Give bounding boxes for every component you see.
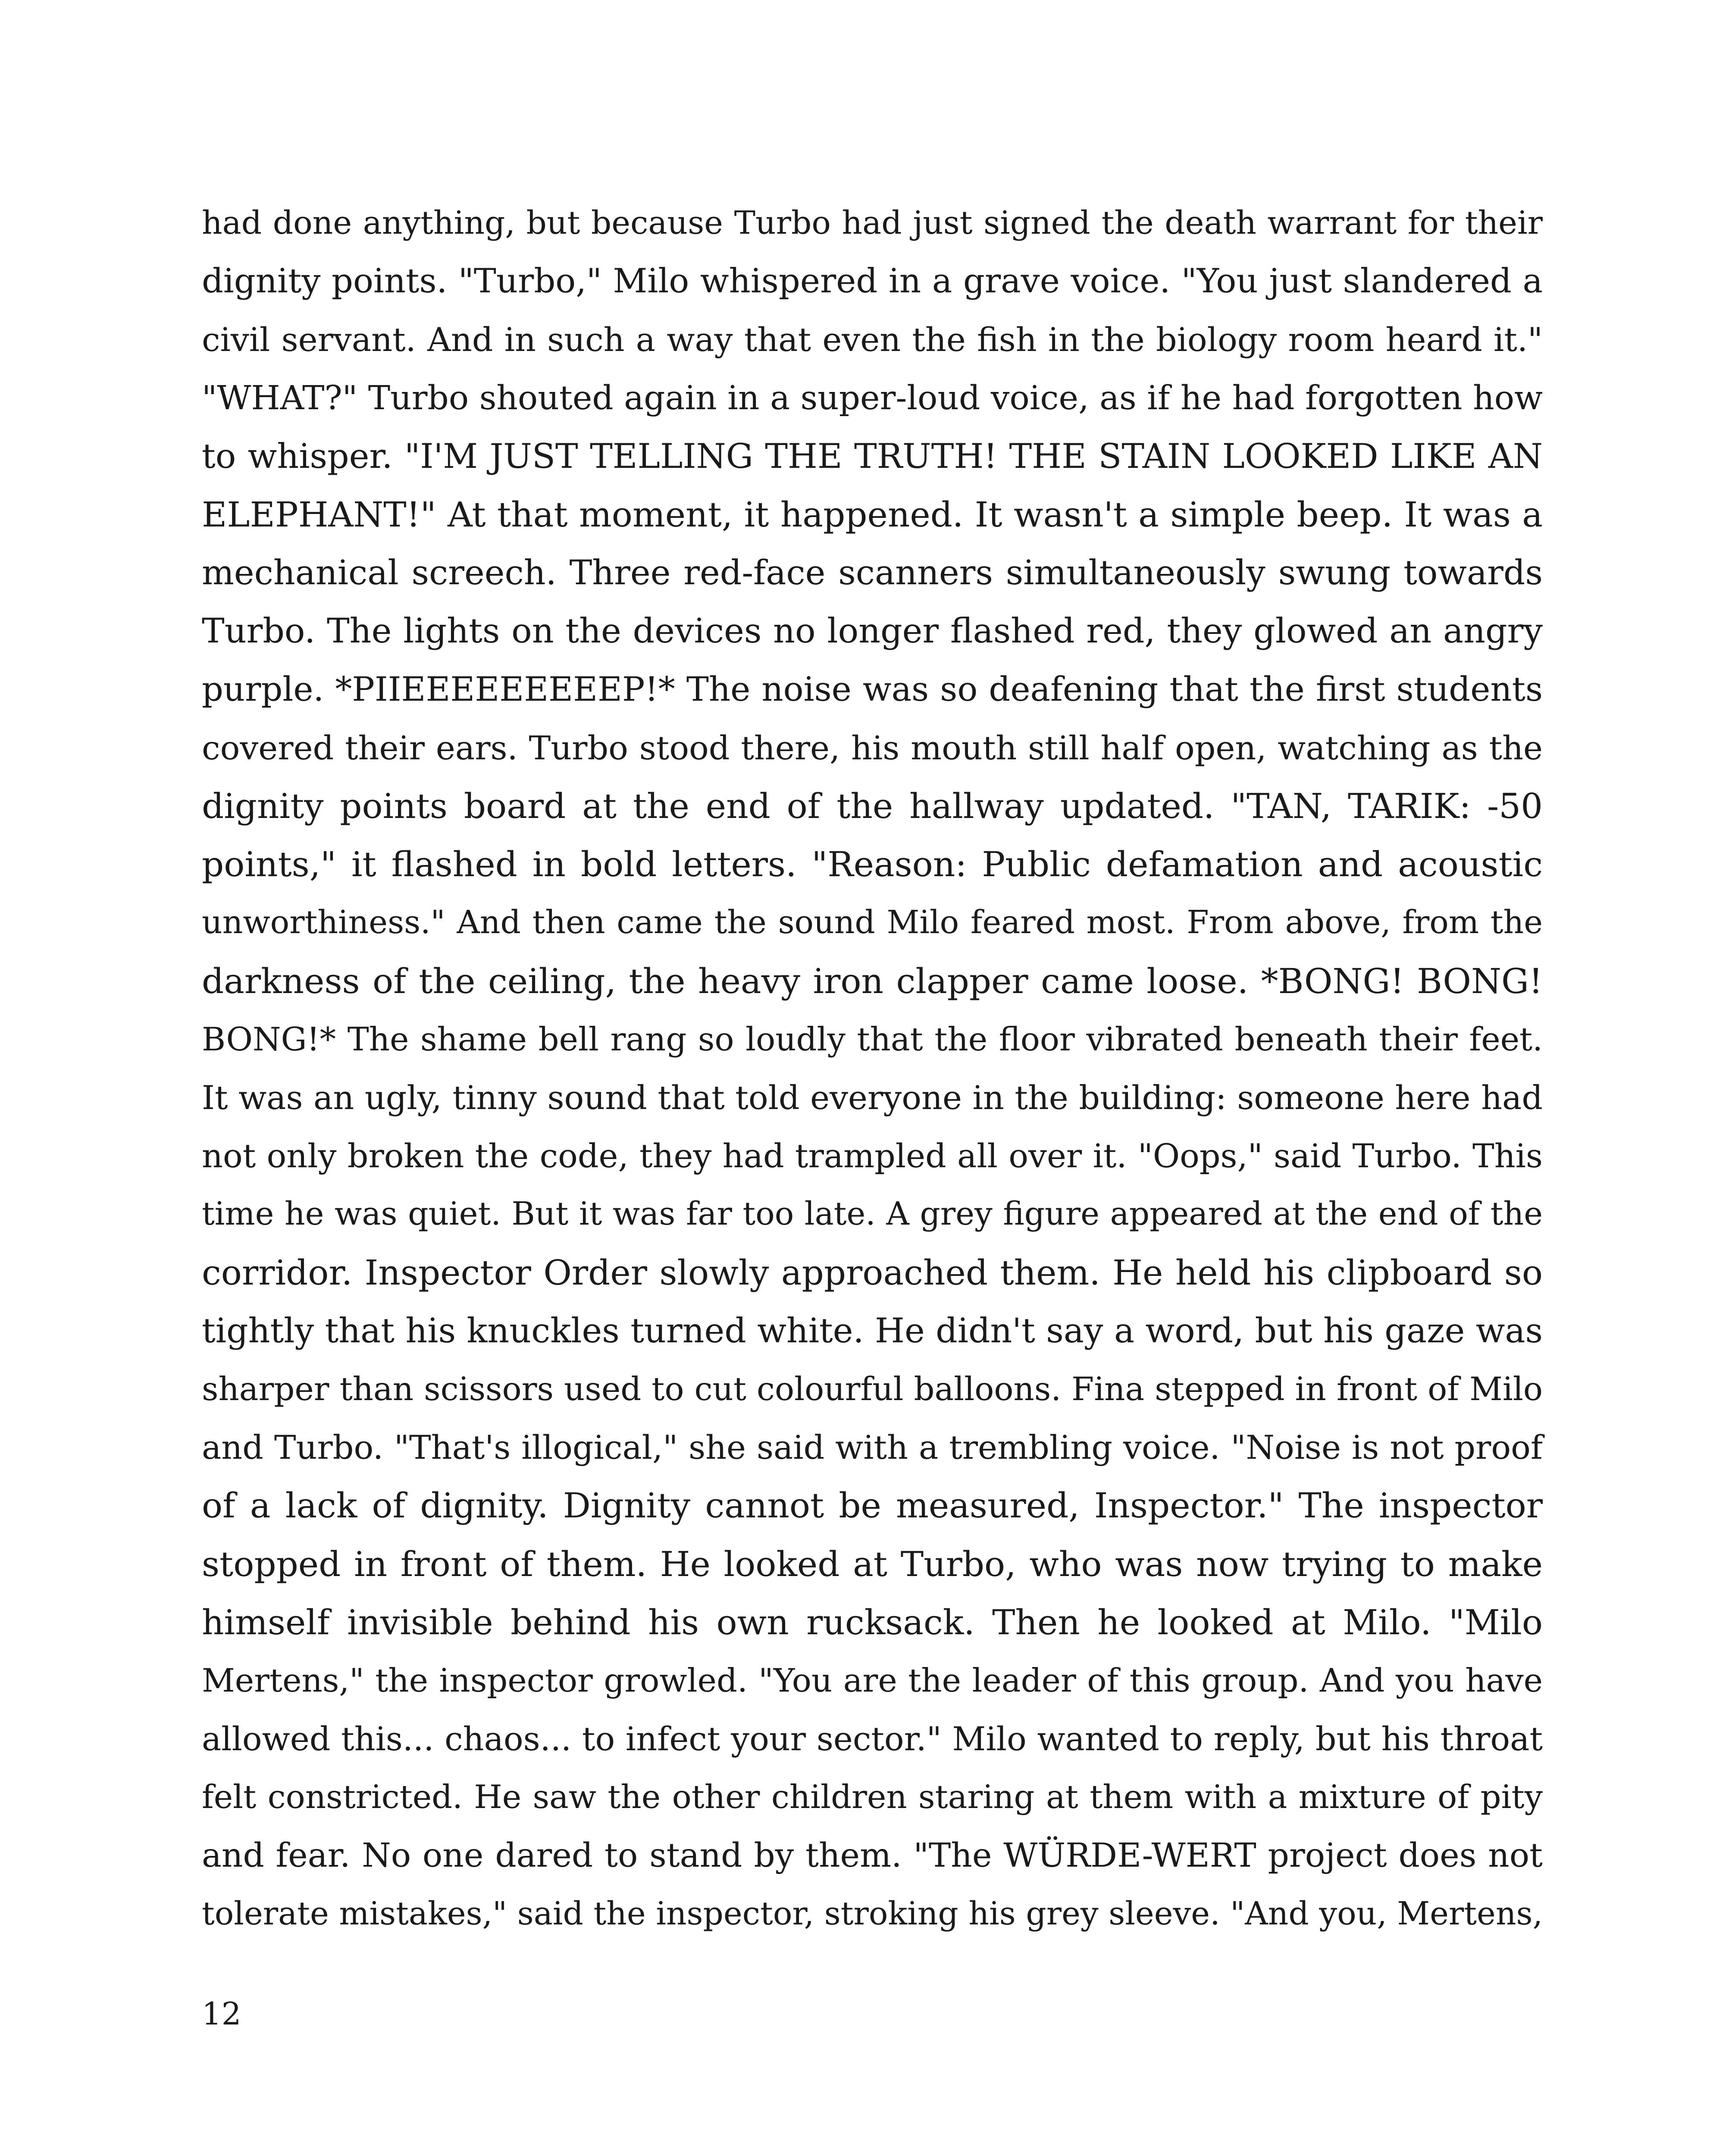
text-line: BONG!* The shame bell rang so loudly that the floor vibrated beneath their feet. bbox=[202, 1020, 1543, 1058]
text-line: dignity points board at the end of the hallway updated. "TAN, TARIK: -50 bbox=[202, 786, 1543, 827]
text-line: dignity points. "Turbo," Milo whispered in a grave voice. "You just slandered a bbox=[202, 262, 1543, 301]
text-line: corridor. Inspector Order slowly approached them. He held his clipboard so bbox=[202, 1252, 1543, 1293]
text-line: not only broken the code, they had trampled all over it. "Oops," said Turbo. This bbox=[202, 1137, 1543, 1175]
text-line: covered their ears. Turbo stood there, his mouth still half open, watching as the bbox=[202, 728, 1543, 767]
text-line: It was an ugly, tinny sound that told everyone in the building: someone here had bbox=[202, 1078, 1543, 1117]
text-line: darkness of the ceiling, the heavy iron clapper came loose. *BONG! BONG! bbox=[202, 961, 1543, 1001]
text-line: of a lack of dignity. Dignity cannot be measured, Inspector." The inspector bbox=[202, 1485, 1543, 1526]
text-line: stopped in front of them. He looked at Turbo, who was now trying to make bbox=[202, 1544, 1543, 1584]
text-line: civil servant. And in such a way that even the fish in the biology room heard it." bbox=[202, 320, 1543, 359]
text-line: allowed this... chaos... to infect your sector." Milo wanted to reply, but his throat bbox=[202, 1720, 1543, 1758]
text-line: and Turbo. "That's illogical," she said with a trembling voice. "Noise is not proof bbox=[202, 1428, 1543, 1467]
text-line: sharper than scissors used to cut colourful balloons. Fina stepped in front of Milo bbox=[202, 1370, 1543, 1408]
text-line: felt constricted. He saw the other children staring at them with a mixture of pity bbox=[202, 1778, 1543, 1816]
body-text bbox=[202, 194, 1543, 1943]
text-line: tightly that his knuckles turned white. He didn't say a word, but his gaze was bbox=[202, 1310, 1543, 1351]
text-line: Mertens," the inspector growled. "You are the leader of this group. And you have bbox=[202, 1661, 1543, 1700]
text-line: time he was quiet. But it was far too late. A grey figure appeared at the end of the bbox=[202, 1195, 1543, 1233]
page-number: 12 bbox=[202, 1996, 241, 2032]
text-line: "WHAT?" Turbo shouted again in a super-loud voice, as if he had forgotten how bbox=[202, 379, 1543, 417]
text-line: mechanical screech. Three red-face scanners simultaneously swung towards bbox=[202, 553, 1543, 593]
text-line: and fear. No one dared to stand by them. "The WÜRDE-WERT project does not bbox=[202, 1836, 1543, 1875]
text-line: purple. *PIIEEEEEEEEEP!* The noise was so deafening that the first students bbox=[202, 670, 1543, 709]
text-line: Turbo. The lights on the devices no longer flashed red, they glowed an angry bbox=[202, 611, 1543, 651]
text-line: points," it flashed in bold letters. "Reason: Public defamation and acoustic bbox=[202, 844, 1543, 885]
text-line: had done anything, but because Turbo had just signed the death warrant for their bbox=[202, 204, 1543, 241]
text-line: himself invisible behind his own rucksack. Then he looked at Milo. "Milo bbox=[202, 1602, 1543, 1642]
text-line: to whisper. "I'M JUST TELLING THE TRUTH! THE STAIN LOOKED LIKE AN bbox=[202, 436, 1543, 476]
text-line: ELEPHANT!" At that moment, it happened. It wasn't a simple beep. It was a bbox=[202, 495, 1543, 535]
text-line: tolerate mistakes," said the inspector, stroking his grey sleeve. "And you, Mertens, bbox=[202, 1895, 1543, 1932]
text-line: unworthiness." And then came the sound Milo feared most. From above, from the bbox=[202, 904, 1543, 941]
